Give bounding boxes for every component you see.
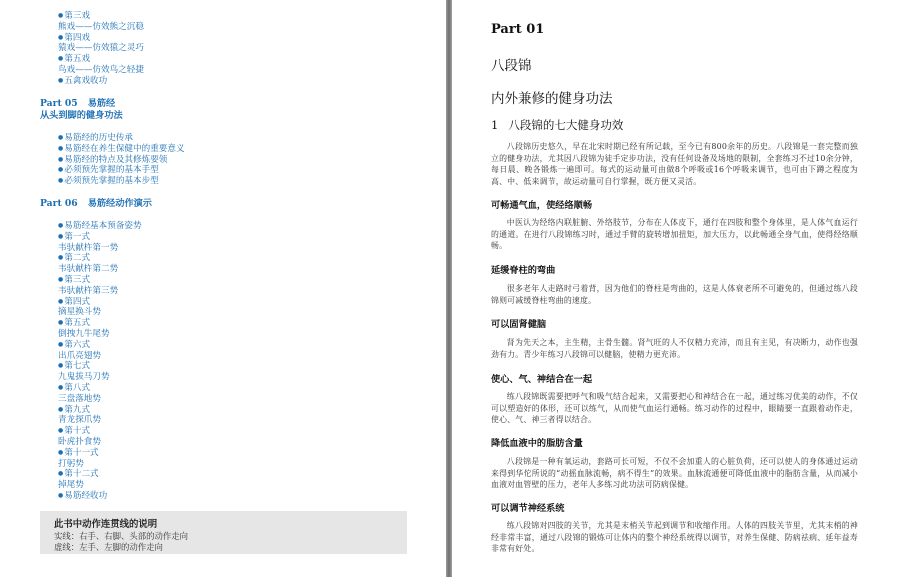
toc-item[interactable]: ● 第八式 — [58, 383, 142, 394]
benefit-paragraph: 练八段锦既需要把呼气和吸气结合起来，又需要把心和神结合在一起，通过练习优美的动作，不仅可以塑造好的体形，还可以练气，从而使气血运行通畅。练习动作的过程中，眼睛要一直跟着动作走，使心、气、神三者得以结合。 — [491, 392, 858, 425]
section-number: 1 — [491, 118, 499, 132]
note-title: 此书中动作连贯线的说明 — [54, 519, 158, 530]
line-legend-note — [40, 511, 407, 554]
toc-item[interactable]: ● 必须预先掌握的基本手型 — [58, 165, 185, 176]
toc-item[interactable]: 摘星换斗势 — [58, 307, 101, 318]
toc-item[interactable]: 韦驮献杵第三势 — [58, 285, 119, 296]
toc-item[interactable]: ● 第七式 — [58, 361, 142, 372]
toc-item[interactable]: ● 五禽戏收功 — [58, 76, 144, 87]
toc-item[interactable]: 倒拽九牛尾势 — [58, 328, 110, 339]
toc-item[interactable]: ● 第五式 — [58, 318, 142, 329]
benefit-paragraph: 练八段锦对四肢的关节，尤其是末梢关节起到调节和收缩作用。人体的四肢关节里，尤其末梢的神经非常丰富，通过八段锦的锻炼可让体内的整个神经系统得以调节，对养生保健、防病祛病、延年益寿非常有好处。 — [491, 521, 858, 554]
toc-item[interactable]: ● 第十二式 — [58, 469, 142, 480]
toc-part06-items — [58, 221, 142, 502]
toc-item[interactable]: ● 第四戏 — [58, 33, 144, 44]
toc-part05-heading[interactable] — [40, 98, 115, 110]
toc-item[interactable]: 掉尾势 — [58, 480, 84, 491]
toc-item[interactable]: 熊戏——仿效熊之沉稳 — [58, 21, 144, 32]
benefit-heading: 可畅通气血，使经络顺畅 — [491, 200, 593, 211]
toc-item[interactable]: ● 易筋经的历史传承 — [58, 133, 185, 144]
toc-item[interactable]: ● 易筋经基本预备姿势 — [58, 221, 142, 232]
toc-item[interactable]: ● 第十一式 — [58, 448, 142, 459]
toc-item[interactable]: 三盘落地势 — [58, 393, 101, 404]
part-label: Part 05 — [40, 98, 78, 109]
benefit-heading: 可以调节神经系统 — [491, 503, 565, 514]
benefit-paragraph: 八段锦是一种有氧运动，套路可长可短，不仅不会加重人的心脏负荷，还可以使人的身体通过运动来得到华佗所说的“动摇血脉流畅，病不得生”的效果。血脉流通便可降低血液中的脂肪含量，从而减小血液对血管壁的压力，老年人多练习此功法可防病保健。 — [491, 457, 858, 490]
section-heading — [491, 117, 623, 133]
toc-item[interactable]: 青龙探爪势 — [58, 415, 101, 426]
intro-paragraph: 八段锦历史悠久，早在北宋时期已经有所记载，至今已有800余年的历史。八段锦是一套完整而独立的健身功法，尤其因八段锦为徒手定步功法，没有任何设备及场地的限制，全套练习不过10余分钟，每日晨、晚各锻炼一遍即可。每式的运动量可由做8个呼吸或16个呼吸来调节，也可由下蹲之程度为高、中、低来调节，故运动量可自行掌握，既方便又灵活。 — [491, 142, 858, 187]
toc-item[interactable]: 鸟戏——仿效鸟之轻捷 — [58, 64, 144, 75]
part-name: 易筋经 — [87, 98, 116, 109]
toc-item[interactable]: ● 第十式 — [58, 426, 142, 437]
toc-item[interactable]: ● 第三戏 — [58, 11, 144, 22]
right-page — [452, 0, 898, 577]
toc-item[interactable]: 韦驮献杵第二势 — [58, 264, 119, 275]
part-label: Part 01 — [491, 22, 545, 37]
toc-item[interactable]: 九鬼拔马刀势 — [58, 372, 110, 383]
benefit-heading: 使心、气、神结合在一起 — [491, 374, 593, 385]
toc-item[interactable]: ● 易筋经的特点及其修炼要领 — [58, 155, 185, 166]
toc-item[interactable]: 打躬势 — [58, 458, 84, 469]
toc-item[interactable]: ● 第九式 — [58, 405, 142, 416]
toc-item[interactable]: ● 第三式 — [58, 275, 142, 286]
toc-part04-continued — [58, 11, 144, 87]
section-title: 八段锦的七大健身功效 — [508, 118, 624, 132]
toc-item[interactable]: ● 第二式 — [58, 253, 142, 264]
toc-item[interactable]: 卧虎扑食势 — [58, 436, 101, 447]
benefit-paragraph: 肾为先天之本，主生精，主骨生髓。肾气旺的人不仅精力充沛，而且有主见，有决断力，动作也强劲有力。青少年练习八段锦可以健脑，使精力更充沛。 — [491, 338, 858, 359]
note-dashed-line: 虚线：左手、左脚的动作走向 — [54, 542, 163, 552]
left-page — [0, 0, 446, 577]
chapter-title: 八段锦 — [491, 58, 532, 74]
toc-item[interactable]: 出爪亮翅势 — [58, 350, 101, 361]
toc-item[interactable]: 猿戏——仿效猿之灵巧 — [58, 43, 144, 54]
toc-item[interactable]: ● 第一式 — [58, 232, 142, 243]
part-label: Part 06 — [40, 198, 78, 209]
benefit-paragraph: 很多老年人走路时弓着背，因为他们的脊柱是弯曲的，这是人体衰老所不可避免的，但通过练八段锦则可减缓脊柱弯曲的速度。 — [491, 284, 858, 305]
toc-part05-subtitle: 从头到脚的健身功法 — [40, 110, 123, 121]
benefit-heading: 可以固肾健脑 — [491, 319, 547, 330]
benefit-heading: 延缓脊柱的弯曲 — [491, 265, 556, 276]
toc-item[interactable]: ● 第四式 — [58, 297, 142, 308]
part-name: 易筋经动作演示 — [87, 198, 152, 209]
toc-part06-heading[interactable] — [40, 198, 152, 210]
toc-item[interactable]: 韦驮献杵第一势 — [58, 242, 119, 253]
toc-item[interactable]: ● 易筋经收功 — [58, 491, 142, 502]
toc-item[interactable]: ● 必须预先掌握的基本步型 — [58, 176, 185, 187]
toc-part05-items — [58, 133, 185, 187]
toc-item[interactable]: ● 第五戏 — [58, 54, 144, 65]
toc-item[interactable]: ● 易筋经在养生保健中的重要意义 — [58, 144, 185, 155]
toc-item[interactable]: ● 第六式 — [58, 340, 142, 351]
note-solid-line: 实线：右手、右脚、头部的动作走向 — [54, 531, 188, 541]
chapter-subtitle: 内外兼修的健身功法 — [491, 91, 613, 107]
benefit-paragraph: 中医认为经络内联脏腑、外络肢节，分布在人体皮下，通行在四肢和整个身体里，是人体气血运行的通道。在进行八段锦练习时，通过手臂的旋转增加扭矩，加大压力，以此畅通全身气血，使得经络顺畅。 — [491, 218, 858, 251]
benefit-heading: 降低血液中的脂肪含量 — [491, 438, 583, 449]
